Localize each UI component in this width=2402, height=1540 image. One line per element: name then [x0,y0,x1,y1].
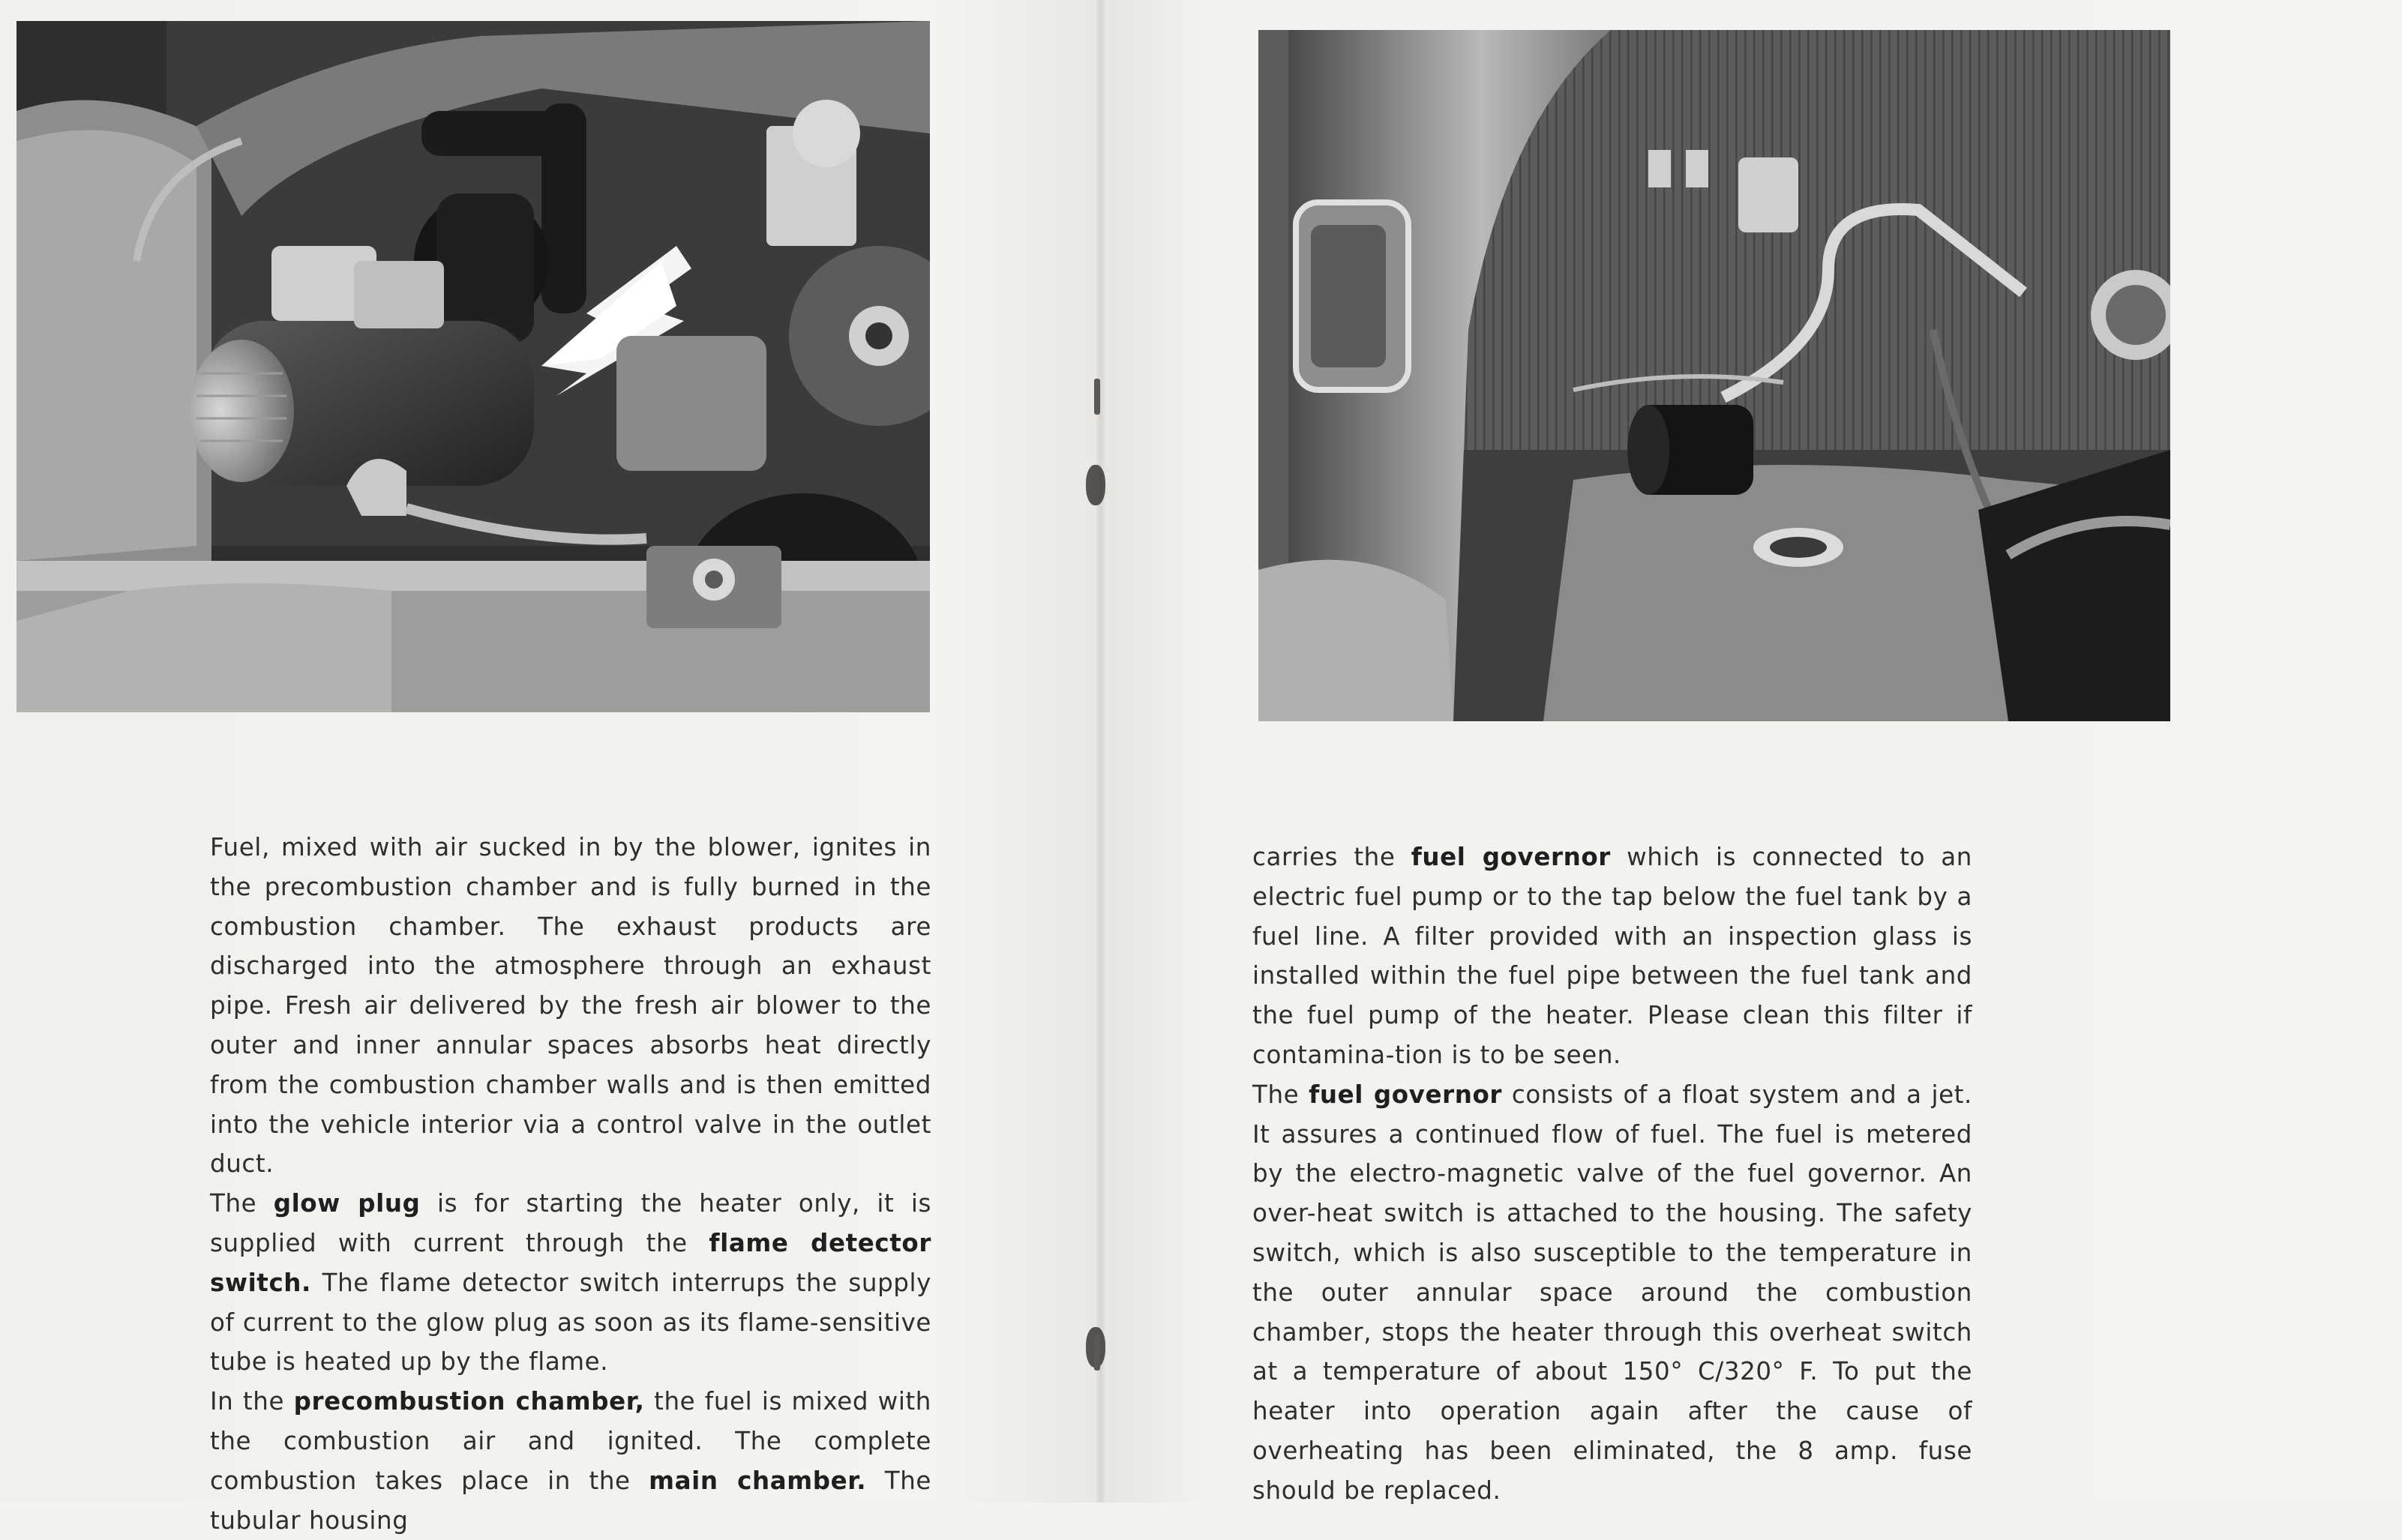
text-run: The [1252,1080,1309,1109]
engine-compartment-illustration [16,21,930,712]
text-run: is for starting the heater only, it is supplied with current through the [210,1189,932,1257]
text-run: In the [210,1387,294,1416]
luggage-compartment-illustration [1258,30,2170,721]
paragraph [210,828,931,1184]
paragraph [210,1184,931,1382]
bold-term: flame detector switch. [210,1228,931,1297]
paragraph [1252,1075,1972,1511]
left-page-text [210,828,931,1540]
engine-compartment-photo [16,21,930,712]
book-spine [1096,0,1105,1503]
text-run: the fuel is mixed with the combustion air and ignited. The complete combustion takes place in the [210,1387,931,1495]
bold-term: main chamber. [649,1466,867,1495]
staple-rust-top [1086,465,1105,505]
right-page-text [1252,837,1972,1511]
text-run: The flame detector switch interrups the supply of current to the glow plug as soon as its flame-sensitive tube is heated up by the flame. [210,1268,931,1377]
text-run: carries the [1252,843,1411,871]
text-run: Fuel, mixed with air sucked in by the blower, ignites in the precombustion chamber and is fully burned in the combustion chamber. The exhaust products are discharged into the atmosphere through an exhaust pipe. Fresh air delivered by the fresh air blower to the outer and inner annular spaces absorbs heat directly from the combustion chamber walls and is then emitted into the vehicle interior via a control valve in the outlet duct. [210,833,931,1179]
text-run: consists of a float system and a jet. It assures a continued flow of fuel. The fuel is metered by the electro-magnetic valve of the fuel governor. An over-heat switch is attached to the housing. The safety switch, which is also susceptible to the temperature in the outer annular space around the combustion chamber, stops the heater through this overheat switch at a temperature of about 150° C/320° F. To put the heater into operation again after the cause of overheating has been eliminated, the 8 amp. fuse should be replaced. [1252,1080,1972,1505]
paragraph [1252,837,1972,1075]
bold-term: glow plug [273,1189,421,1218]
staple-top [1094,379,1100,415]
paragraph [210,1382,931,1540]
text-run: The [210,1189,274,1218]
bold-term: precombustion chamber, [293,1387,645,1416]
staple-bottom [1094,1335,1100,1371]
text-run: The tubular housing [210,1466,932,1535]
bold-term: fuel governor [1309,1080,1503,1109]
fuel-governor-photo [1258,30,2170,721]
text-run: which is connected to an electric fuel pump or to the tap below the fuel tank by a fuel line. A filter provided with an inspection glass is installed within the fuel pipe between the fuel tank and the fuel pump of the heater. Please clean this filter if contamina-tion is to be seen. [1252,843,1972,1069]
bold-term: fuel governor [1411,843,1611,871]
